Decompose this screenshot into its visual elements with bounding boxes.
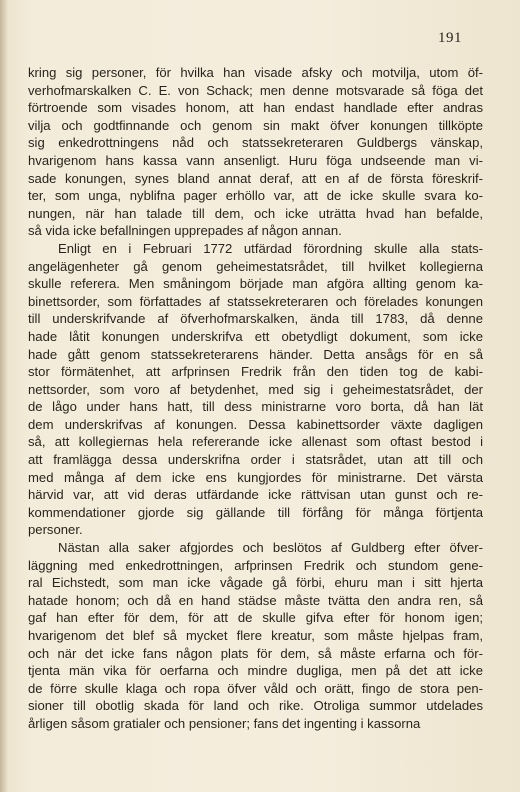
text-line: binettsorder, som författades af statssekreteraren och förelades konungen bbox=[28, 293, 483, 309]
text-line: sioner till obotlig skada för land och rike. Otroliga summor utdelades bbox=[28, 698, 483, 714]
text-line: sade konungen, synes bland annat deraf, att en af de första föreskrif- bbox=[28, 170, 483, 186]
paragraph bbox=[28, 64, 483, 240]
text-line: verhofmarskalken C. E. von Schack; men denne motsvarade så föga det bbox=[28, 82, 483, 98]
paragraph bbox=[28, 240, 483, 539]
text-line: ter, som unga, nyblifna pager erhöllo var, att de icke skulle svara ko- bbox=[28, 188, 483, 204]
page-edge-shadow bbox=[0, 0, 8, 792]
text-line: kring sig personer, för hvilka han visade afsky och motvilja, utom öf- bbox=[28, 65, 483, 80]
text-line: nungen, när han talade till dem, och icke uträtta hvad han befalde, bbox=[28, 205, 483, 221]
text-line: gaf han efter för dem, för att de skulle gifva efter för honom igen; bbox=[28, 610, 483, 626]
text-line: vilja och godtfinnande och genom sin makt öfver konungen tillköpte bbox=[28, 117, 483, 133]
text-line: till underskrifvande af öfverhofmarskalken, ända till 1783, då denne bbox=[28, 311, 483, 327]
text-line: så vida icke befallningen upprepades af någon annan. bbox=[28, 223, 342, 239]
text-line: årligen såsom gratialer och pensioner; fans det ingenting i kassorna bbox=[28, 715, 421, 731]
text-line: Nästan alla saker afgjordes och beslötos af Guldberg efter öfver- bbox=[58, 540, 483, 556]
text-line: de förre skulle klaga och ropa öfver våld och orätt, fingo de stora pen- bbox=[28, 680, 483, 696]
text-line: läggning med enkedrottningen, arfprinsen Fredrik och stundom gene- bbox=[28, 557, 483, 573]
text-line: stor förmätenhet, att arfprinsen Fredrik från den tiden tog de kabi- bbox=[28, 364, 483, 380]
text-line: dem underskrifvas af konungen. Dessa kabinettsorder växte dagligen bbox=[28, 416, 483, 432]
text-line: härvid var, att vid deras utfärdande icke rättvisan utan gunst och re- bbox=[28, 487, 483, 503]
text-line: ral Eichstedt, som man icke vågade gå förbi, ehuru man i sitt hjerta bbox=[28, 575, 483, 591]
text-line: tjenta män vika för oerfarna och mindre dugliga, men på det att icke bbox=[28, 663, 483, 679]
text-line: att framlägga dessa underskrifna order i statsrådet, utan att till och bbox=[28, 452, 483, 468]
text-line: hvarigenom det blef så mycket flere kreatur, som måste hjelpas fram, bbox=[28, 628, 483, 643]
text-line: skulle referera. Men småningom började man afgöra allting genom ka- bbox=[28, 276, 483, 292]
text-line: hvarigenom hans kassa vann ansenligt. Huru föga undseende man vi- bbox=[28, 152, 483, 168]
text-line: hade låtit konungen underskrifva ett obetydligt dokument, som icke bbox=[28, 328, 483, 344]
text-line: och när det icke fans någon plats för dem, så måste erfarna och för- bbox=[28, 645, 483, 661]
paragraph bbox=[28, 539, 483, 733]
text-line: sig enkedrottningens nåd och statssekreteraren Guldbergs vänskap, bbox=[28, 135, 483, 151]
page-number: 191 bbox=[438, 30, 462, 46]
text-line: hatade honom; och då en hand städse måste tvätta den andra ren, så bbox=[28, 592, 483, 608]
text-line: hade gått genom statssekreterarens händer. Detta ansågs för en så bbox=[28, 346, 483, 362]
text-line: nettsorder, som voro af betydenhet, med sig i geheimestatsrådet, der bbox=[28, 381, 483, 397]
body-text bbox=[28, 64, 483, 733]
text-line: kommendationer gjorde sig gällande till förfång för många förtjenta bbox=[28, 504, 483, 520]
text-line: de lågo under hans hatt, till dess ministrarne voro borta, då han lät bbox=[28, 399, 483, 415]
text-line: Enligt en i Februari 1772 utfärdad förordning skulle alla stats- bbox=[58, 240, 483, 256]
text-line: förtroende som visades honom, att han endast handlade efter andras bbox=[28, 100, 483, 116]
text-line: med många af dem icke ens kungjordes för ministrarne. Det värsta bbox=[28, 469, 483, 485]
text-line: personer. bbox=[28, 522, 83, 538]
text-line: så, att kollegiernas hela refererande icke allenast som oftast bestod i bbox=[28, 434, 483, 450]
text-line: angelägenheter gå genom geheimestatsrådet, till hvilket kollegierna bbox=[28, 258, 483, 274]
